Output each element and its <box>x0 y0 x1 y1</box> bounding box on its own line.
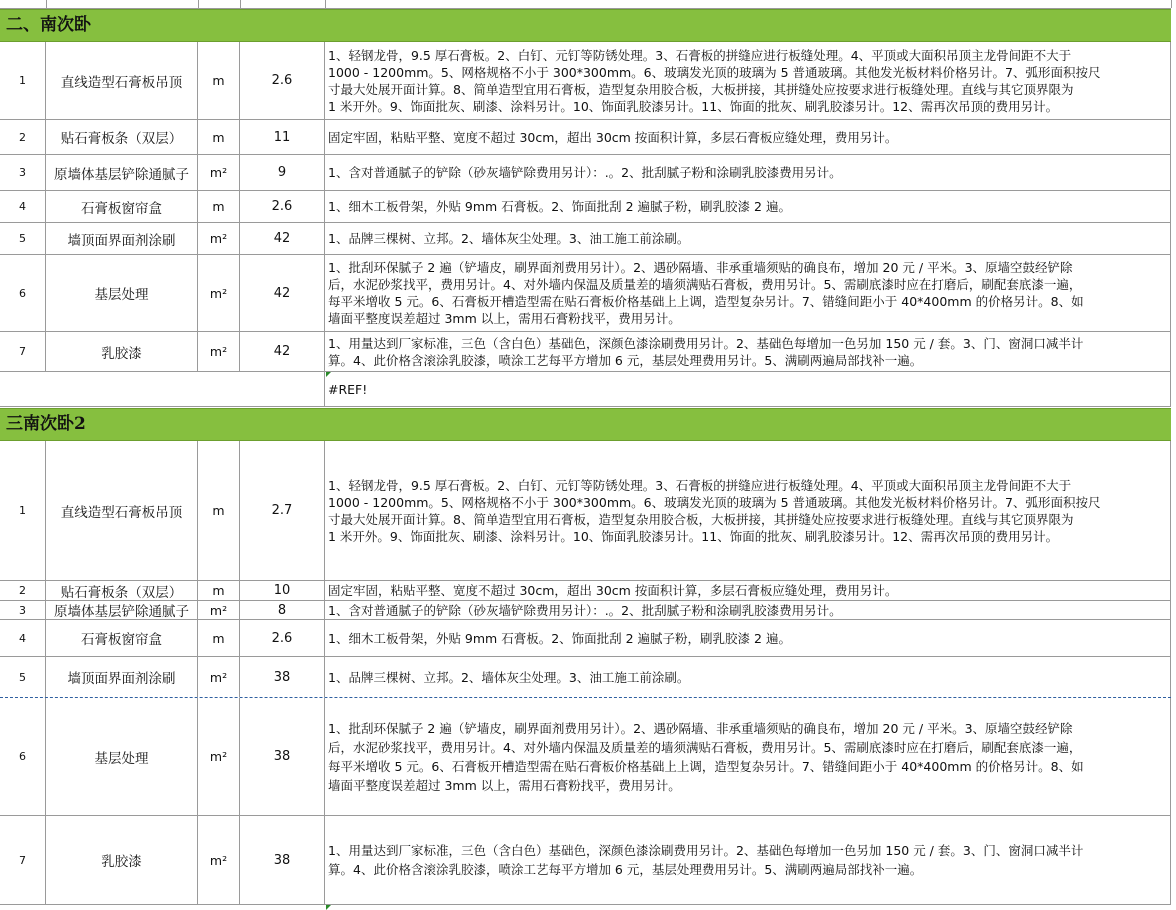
desc-line: 墙面平整度误差超过 3mm 以上，需用石膏粉找平，费用另计。 <box>328 311 681 326</box>
table-row[interactable] <box>0 657 1171 698</box>
item-description[interactable] <box>325 191 1171 222</box>
desc-line: 1 米开外。9、饰面批灰、刷漆、涂料另计。10、饰面乳胶漆另计。11、饰面的批灰、刷乳胶漆另计。12、需再次吊顶的费用另计。 <box>328 528 1059 544</box>
item-description[interactable] <box>325 441 1171 580</box>
item-description[interactable] <box>325 42 1171 119</box>
section-header-1[interactable]: 二、南次卧 <box>0 9 1171 42</box>
item-description[interactable] <box>325 223 1171 254</box>
item-unit[interactable]: m <box>198 120 240 154</box>
item-name[interactable]: 贴石膏板条（双层） <box>46 120 198 154</box>
table-row[interactable] <box>0 601 1171 620</box>
row-index[interactable]: 3 <box>0 601 46 619</box>
desc-line: 后，水泥砂浆找平，费用另计。4、对外墙内保温及质量差的墙须满贴石膏板，费用另计。5、需刷底漆时应在打磨后，刷配套底漆一遍， <box>328 277 1082 292</box>
desc-line: 1、细木工板骨架，外贴 9mm 石膏板。2、饰面批刮 2 遍腻子粉，刷乳胶漆 2 遍。 <box>328 630 791 646</box>
table-row[interactable] <box>0 620 1171 657</box>
desc-line: 1、含对普通腻子的铲除（砂灰墙铲除费用另计）：.。2、批刮腻子粉和涂刷乳胶漆费用另计。 <box>328 602 842 618</box>
table-row[interactable] <box>0 42 1171 120</box>
desc-line: 1、细木工板骨架，外贴 9mm 石膏板。2、饰面批刮 2 遍腻子粉，刷乳胶漆 2 遍。 <box>328 199 791 214</box>
item-unit[interactable]: m² <box>198 332 240 371</box>
item-quantity[interactable]: 2.6 <box>240 42 325 119</box>
row-index[interactable]: 4 <box>0 191 46 222</box>
row-index[interactable]: 7 <box>0 816 46 904</box>
item-name[interactable]: 原墙体基层铲除通腻子 <box>46 155 198 190</box>
item-unit[interactable]: m <box>198 191 240 222</box>
item-name[interactable]: 石膏板窗帘盒 <box>46 191 198 222</box>
item-unit[interactable]: m² <box>198 698 240 815</box>
row-index[interactable]: 3 <box>0 155 46 190</box>
desc-line: 1、用量达到厂家标准，三色（含白色）基础色，深颜色漆涂刷费用另计。2、基础色每增加一色另加 150 元 / 套。3、门、窗洞口减半计 <box>328 843 1084 858</box>
row-index[interactable]: 5 <box>0 223 46 254</box>
desc-line: 1、品牌三棵树、立邦。2、墙体灰尘处理。3、油工施工前涂刷。 <box>328 669 690 685</box>
table-row[interactable] <box>0 332 1171 372</box>
item-unit[interactable]: m² <box>198 816 240 904</box>
item-name[interactable]: 墙顶面界面剂涂刷 <box>46 223 198 254</box>
item-quantity[interactable]: 8 <box>240 601 325 619</box>
desc-line: 每平米增收 5 元。6、石膏板开槽造型需在贴石膏板价格基础上上调，造型复杂另计。7、错缝间距小于 40*400mm 的价格另计。8、如 <box>328 294 1084 309</box>
desc-line: 1、品牌三棵树、立邦。2、墙体灰尘处理。3、油工施工前涂刷。 <box>328 231 690 246</box>
item-name[interactable]: 直线造型石膏板吊顶 <box>46 42 198 119</box>
desc-line: 后，水泥砂浆找平，费用另计。4、对外墙内保温及质量差的墙须满贴石膏板，费用另计。5、需刷底漆时应在打磨后，刷配套底漆一遍， <box>328 739 1082 755</box>
item-quantity[interactable]: 38 <box>240 657 325 697</box>
item-unit[interactable]: m <box>198 620 240 656</box>
item-description[interactable] <box>325 816 1171 904</box>
item-name[interactable]: 基层处理 <box>46 698 198 815</box>
item-name[interactable]: 石膏板窗帘盒 <box>46 620 198 656</box>
desc-line: 寸最大处展开面计算。8、简单造型宜用石膏板，造型复杂用胶合板，大板拼接，其拼缝处应按要求进行板缝处理。直线与其它顶界限为 <box>328 81 1074 97</box>
item-name[interactable]: 墙顶面界面剂涂刷 <box>46 657 198 697</box>
item-description[interactable] <box>325 620 1171 656</box>
ref-error-cell[interactable] <box>325 372 1171 406</box>
desc-line: 算。4、此价格含滚涂乳胶漆，喷涂工艺每平方增加 6 元，基层处理费用另计。5、满刷两遍局部找补一遍。 <box>328 352 923 368</box>
item-quantity[interactable]: 38 <box>240 816 325 904</box>
item-unit[interactable]: m² <box>198 155 240 190</box>
row-index[interactable]: 1 <box>0 42 46 119</box>
row-index[interactable]: 1 <box>0 441 46 580</box>
table-row[interactable] <box>0 698 1171 816</box>
item-name[interactable]: 直线造型石膏板吊顶 <box>46 441 198 580</box>
table-row[interactable] <box>0 191 1171 223</box>
item-quantity[interactable]: 2.6 <box>240 191 325 222</box>
desc-line: 算。4、此价格含滚涂乳胶漆，喷涂工艺每平方增加 6 元，基层处理费用另计。5、满刷两遍局部找补一遍。 <box>328 862 923 877</box>
item-quantity[interactable]: 10 <box>240 581 325 600</box>
item-name[interactable]: 贴石膏板条（双层） <box>46 581 198 600</box>
desc-line: 1000 - 1200mm。5、网格规格不小于 300*300mm。6、玻璃发光顶的玻璃为 5 普通玻璃。其他发光板材料价格另计。7、弧形面积按尺 <box>328 494 1101 510</box>
item-quantity[interactable]: 2.7 <box>240 441 325 580</box>
item-unit[interactable]: m <box>198 42 240 119</box>
row-index[interactable]: 5 <box>0 657 46 697</box>
desc-line: 1、批刮环保腻子 2 遍（铲墙皮，刷界面剂费用另计）。2、遇砂隔墙、非承重墙须贴的确良布，增加 20 元 / 平米。3、原墙空鼓经铲除 <box>328 720 1073 736</box>
empty-merged-cell[interactable] <box>0 372 325 406</box>
section-header-2[interactable]: 三南次卧2 <box>0 408 1171 441</box>
item-quantity[interactable]: 9 <box>240 155 325 190</box>
item-quantity[interactable]: 2.6 <box>240 620 325 656</box>
item-description[interactable] <box>325 332 1171 371</box>
item-unit[interactable]: m² <box>198 255 240 331</box>
desc-line: 1、轻钢龙骨，9.5 厚石膏板。2、白钉、元钉等防锈处理。3、石膏板的拼缝应进行板缝处理。4、平顶或大面积吊顶主龙骨间距不大于 <box>328 477 1072 493</box>
top-cut-row <box>0 0 1171 9</box>
item-quantity[interactable]: 42 <box>240 255 325 331</box>
table-row[interactable] <box>0 120 1171 155</box>
table-row[interactable] <box>0 581 1171 601</box>
row-index[interactable]: 2 <box>0 120 46 154</box>
desc-line: 固定牢固，粘贴平整、宽度不超过 30cm，超出 30cm 按面积计算，多层石膏板应缝处理，费用另计。 <box>328 129 898 145</box>
item-description[interactable] <box>325 155 1171 190</box>
desc-line: 1 米开外。9、饰面批灰、刷漆、涂料另计。10、饰面乳胶漆另计。11、饰面的批灰、刷乳胶漆另计。12、需再次吊顶的费用另计。 <box>328 98 1059 114</box>
item-description[interactable] <box>325 698 1171 815</box>
item-name[interactable]: 乳胶漆 <box>46 332 198 371</box>
item-description[interactable] <box>325 255 1171 331</box>
row-index[interactable]: 6 <box>0 255 46 331</box>
table-row[interactable] <box>0 441 1171 581</box>
item-quantity[interactable]: 38 <box>240 698 325 815</box>
item-name[interactable]: 基层处理 <box>46 255 198 331</box>
table-row-ref[interactable] <box>0 372 1171 407</box>
error-indicator-icon <box>326 905 331 910</box>
desc-line: 1、轻钢龙骨，9.5 厚石膏板。2、白钉、元钉等防锈处理。3、石膏板的拼缝应进行板缝处理。4、平顶或大面积吊顶主龙骨间距不大于 <box>328 47 1072 63</box>
error-indicator-icon <box>326 372 331 377</box>
item-unit[interactable]: m² <box>198 657 240 697</box>
item-description[interactable] <box>325 657 1171 697</box>
desc-line: 1、用量达到厂家标准，三色（含白色）基础色，深颜色漆涂刷费用另计。2、基础色每增加一色另加 150 元 / 套。3、门、窗洞口减半计 <box>328 335 1084 351</box>
table-row[interactable] <box>0 155 1171 191</box>
row-index[interactable]: 4 <box>0 620 46 656</box>
item-quantity[interactable]: 42 <box>240 332 325 371</box>
item-description[interactable] <box>325 120 1171 154</box>
table-row[interactable] <box>0 223 1171 255</box>
ref-error-text: #REF! <box>328 381 368 397</box>
row-index[interactable]: 2 <box>0 581 46 600</box>
table-row[interactable] <box>0 255 1171 332</box>
item-description[interactable] <box>325 601 1171 619</box>
item-quantity[interactable]: 11 <box>240 120 325 154</box>
desc-line: 寸最大处展开面计算。8、简单造型宜用石膏板，造型复杂用胶合板，大板拼接，其拼缝处应按要求进行板缝处理。直线与其它顶界限为 <box>328 511 1074 527</box>
table-row[interactable] <box>0 816 1171 905</box>
item-unit[interactable]: m² <box>198 601 240 619</box>
item-description[interactable] <box>325 581 1171 600</box>
desc-line: 每平米增收 5 元。6、石膏板开槽造型需在贴石膏板价格基础上上调，造型复杂另计。7、错缝间距小于 40*400mm 的价格另计。8、如 <box>328 758 1084 774</box>
desc-line: 固定牢固，粘贴平整、宽度不超过 30cm，超出 30cm 按面积计算，多层石膏板应缝处理，费用另计。 <box>328 583 898 598</box>
item-name[interactable]: 乳胶漆 <box>46 816 198 904</box>
item-unit[interactable]: m <box>198 441 240 580</box>
item-quantity[interactable]: 42 <box>240 223 325 254</box>
row-index[interactable]: 7 <box>0 332 46 371</box>
desc-line: 1、含对普通腻子的铲除（砂灰墙铲除费用另计）：.。2、批刮腻子粉和涂刷乳胶漆费用另计。 <box>328 165 842 180</box>
item-name[interactable]: 原墙体基层铲除通腻子 <box>46 601 198 619</box>
row-index[interactable]: 6 <box>0 698 46 815</box>
desc-line: 1000 - 1200mm。5、网格规格不小于 300*300mm。6、玻璃发光顶的玻璃为 5 普通玻璃。其他发光板材料价格另计。7、弧形面积按尺 <box>328 64 1101 80</box>
desc-line: 墙面平整度误差超过 3mm 以上，需用石膏粉找平，费用另计。 <box>328 777 681 793</box>
item-unit[interactable]: m <box>198 581 240 600</box>
item-unit[interactable]: m² <box>198 223 240 254</box>
desc-line: 1、批刮环保腻子 2 遍（铲墙皮，刷界面剂费用另计）。2、遇砂隔墙、非承重墙须贴的确良布，增加 20 元 / 平米。3、原墙空鼓经铲除 <box>328 260 1073 275</box>
